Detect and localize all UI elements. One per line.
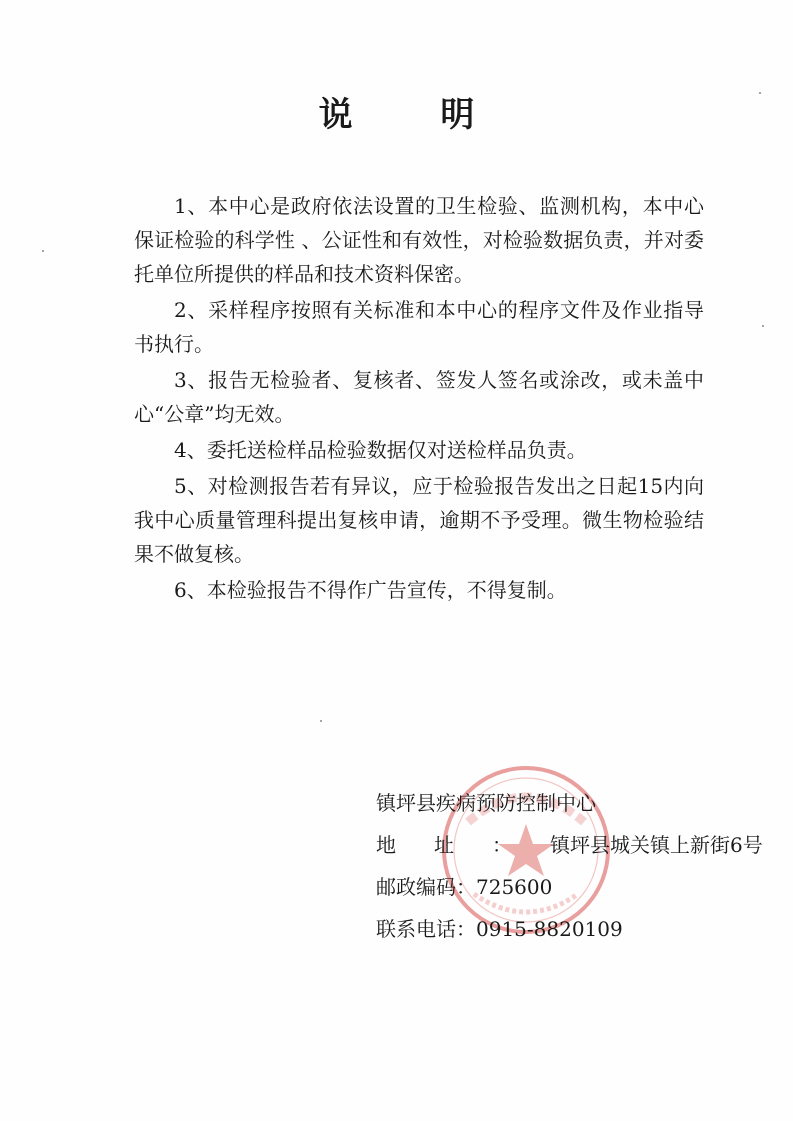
notice-paragraph-1: 1、本中心是政府依法设置的卫生检验、监测机构，本中心保证检验的科学性 、公证性和有效性，对检验数据负责，并对委托单位所提供的样品和技术资料保密。 bbox=[134, 194, 704, 286]
phone-value: 0915-8820109 bbox=[476, 917, 623, 941]
scan-speck bbox=[762, 325, 764, 327]
address-label: 地址： bbox=[376, 833, 550, 857]
postcode-value: 725600 bbox=[476, 875, 553, 899]
address-line bbox=[376, 824, 763, 866]
org-name: 镇坪县疾病预防控制中心 bbox=[376, 791, 596, 815]
address-value: 镇坪县城关镇上新街6号 bbox=[550, 833, 763, 857]
scan-speck bbox=[320, 720, 322, 722]
notice-paragraph-2: 2、采样程序按照有关标准和本中心的程序文件及作业指导书执行。 bbox=[134, 298, 704, 356]
page-title: 说 明 bbox=[318, 95, 513, 135]
phone-label: 联系电话： bbox=[376, 917, 476, 941]
phone-line bbox=[376, 908, 736, 950]
notice-body bbox=[134, 189, 704, 609]
contact-block bbox=[376, 782, 763, 950]
postcode-label: 邮政编码： bbox=[376, 875, 476, 899]
notice-paragraph-3: 3、报告无检验者、复核者、签发人签名或涂改，或未盖中心“公章”均无效。 bbox=[134, 368, 704, 426]
notice-paragraph-6: 6、本检验报告不得作广告宣传，不得复制。 bbox=[174, 578, 567, 602]
scan-speck bbox=[42, 250, 44, 252]
scan-speck bbox=[759, 92, 761, 94]
postcode-line bbox=[376, 866, 736, 908]
notice-paragraph-5: 5、对检测报告若有异议，应于检验报告发出之日起15内向我中心质量管理科提出复核申请，逾期不予受理。微生物检验结果不做复核。 bbox=[134, 474, 704, 566]
notice-paragraph-4: 4、委托送检样品检验数据仅对送检样品负责。 bbox=[174, 438, 587, 462]
org-name-line bbox=[376, 782, 736, 824]
